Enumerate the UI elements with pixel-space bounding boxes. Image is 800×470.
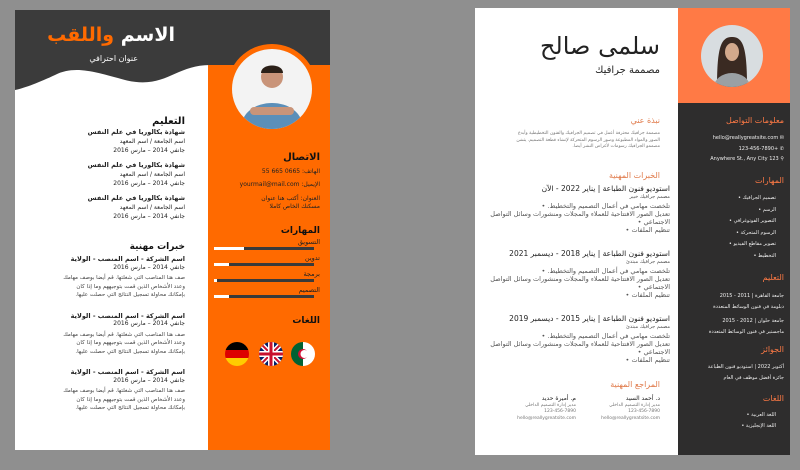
- name-second: واللقب: [47, 24, 115, 46]
- education-school: اسم الجامعة / اسم المعهد: [119, 171, 185, 178]
- profile-photo: [232, 49, 312, 129]
- reference-1: [601, 396, 660, 422]
- awards-list: [708, 362, 784, 384]
- skill-label: تدوين: [304, 254, 320, 262]
- experience-item: [475, 249, 670, 314]
- education-dates: جانفي 2014 – مارس 2016: [113, 213, 185, 220]
- algeria-flag-icon: [289, 340, 317, 368]
- skill-level-remainder: [214, 247, 244, 250]
- phone-icon: ✆: [779, 145, 784, 152]
- languages-heading: اللغات: [292, 316, 320, 326]
- reference-role: مدير إدارة التصميم الداخلي: [609, 402, 660, 408]
- about-text: [516, 131, 660, 151]
- germany-flag-icon: [223, 340, 251, 368]
- references-heading: المراجع المهنية: [610, 380, 660, 389]
- address-line: العنوان: أكتب هنا عنوان: [261, 195, 320, 202]
- languages-heading: اللغات: [762, 394, 784, 403]
- skill-item: تصميم الجرافيك •: [729, 193, 776, 205]
- contact-info: [710, 133, 784, 165]
- experience-role: مصمم جرافيك خبير: [629, 194, 670, 200]
- professional-title: مصممة جرافيك: [595, 65, 660, 76]
- education-institution: جامعة حلوان | 2012 - 2015: [722, 318, 784, 324]
- resume-template-salma[interactable]: [475, 8, 790, 455]
- experience-title: اسم الشركة - اسم المنصب - الولاية: [70, 255, 185, 263]
- experience-dates: جانفي 2014 – مارس 2016: [113, 320, 185, 327]
- experience-header: استوديو فنون الطباعة | يناير 2022 - الآن: [541, 184, 670, 193]
- experience-description: وعدد الأشخاص الذين قمت بتوجيههم وما إذا كان: [76, 283, 185, 290]
- experience-heading: الخبرات المهنية: [608, 171, 660, 180]
- experience-bullet: تنظيم الملفات •: [480, 356, 670, 364]
- experience-description: صف هنا المناصب التي شغلتها. قم أيضا بوصف مهامك: [63, 275, 185, 281]
- education-heading: التعليم: [762, 273, 784, 282]
- experience-bullet: تنظيم الملفات •: [480, 291, 670, 299]
- skill-label: برمجة: [303, 270, 320, 278]
- experience-bullet: تنظيم الملفات •: [480, 226, 670, 234]
- experience-bullet: تعديل الصور الافتتاحية للعملاء والمجلات ومنشورات وسائل التواصل الاجتماعي •: [480, 210, 670, 226]
- resume-template-orange[interactable]: [15, 10, 330, 450]
- experience-bullet: تلخصت مهامي في أعمال التصميم والتخطيط. •: [480, 267, 670, 275]
- award-name: جائزة أفضل موظف في العام: [723, 375, 784, 381]
- reference-name: د. أحمد السيد: [625, 395, 660, 402]
- experience-list: [475, 184, 670, 364]
- about-heading: نبذة عني: [630, 116, 660, 125]
- skills-heading: المهارات: [754, 176, 784, 185]
- experience-title: اسم الشركة - اسم المنصب - الولاية: [70, 368, 185, 376]
- skills-heading: المهارات: [280, 226, 320, 236]
- skill-label: التصميم: [298, 286, 320, 294]
- award-date-and-place: أكتوبر 2022 | استوديو فنون الطباعة: [707, 364, 784, 370]
- experience-bullet: تعديل الصور الافتتاحية للعملاء والمجلات ومنشورات وسائل التواصل الاجتماعي •: [480, 275, 670, 291]
- about-line: الصور والمواد المطبوعة وصور الرسوم المتحركة لإنشاء قطعة التصميم. يتشن: [516, 137, 660, 143]
- email: الإيميل: yourmail@mail.com: [239, 181, 320, 188]
- education-dates: جانفي 2014 – مارس 2016: [113, 180, 185, 187]
- experience-description: بإمكانك محاولة تسجيل النتائج التي حصلت عليها.: [75, 292, 185, 298]
- education-school: اسم الجامعة / اسم المعهد: [119, 204, 185, 211]
- skill-item: الرسم •: [729, 205, 776, 217]
- experience-bullets: [480, 202, 670, 234]
- education-degree: دبلومة في فنون الوسائط المتعددة: [713, 304, 784, 310]
- reference-phone: 123-456-7890: [544, 409, 576, 414]
- reference-email: hello@reallygreatsite.com: [517, 415, 576, 421]
- address: 123 Anywhere St., Any City: [710, 156, 779, 162]
- languages-list: [741, 410, 776, 432]
- name-heading: سلمى صالح: [539, 32, 660, 60]
- contact-row: [710, 144, 784, 155]
- address-line: مسكنك الخاص كاملا: [269, 203, 320, 210]
- contact-info: [240, 168, 320, 211]
- profile-photo: [701, 25, 763, 87]
- skill-item: التخطيط •: [729, 251, 776, 263]
- experience-description: وعدد الأشخاص الذين قمت بتوجيههم وما إذا كان: [76, 340, 185, 346]
- skill-level-remainder: [214, 279, 217, 282]
- language-item: اللغة الإنجليزية •: [741, 421, 776, 432]
- experience-dates: جانفي 2014 – مارس 2016: [113, 376, 185, 384]
- skills-list: [729, 193, 776, 262]
- name-heading: [47, 24, 175, 46]
- skill-item: الرسوم المتحركة •: [729, 228, 776, 240]
- skill-level-bar: [214, 247, 314, 250]
- education-dates: جانفي 2014 – مارس 2016: [113, 147, 185, 154]
- skill-level-bar: [214, 279, 314, 282]
- experience-item: [475, 314, 670, 364]
- contact-row: [710, 154, 784, 165]
- uk-flag-icon: [257, 340, 285, 368]
- about-line: مصممة جرافيك محترفة أعمل في تصميم الجرافيك والفنون التخطيطية وأبدع: [517, 131, 660, 136]
- phone: الهاتف: 0665 665 55: [261, 168, 320, 175]
- experience-role: مصمم جرافيك مبتدئ: [626, 259, 670, 265]
- skill-level-remainder: [214, 295, 229, 298]
- education-degree: ماجستير في فنون الوسائط المتعددة: [708, 329, 784, 335]
- reference-phone: 123-456-7890: [628, 409, 660, 414]
- education-degree: شهادة بكالوريا في علم النفس: [87, 194, 185, 202]
- experience-item: [475, 184, 670, 249]
- language-item: اللغة العربية •: [741, 410, 776, 421]
- reference-name: م. أميرة حديد: [541, 395, 576, 402]
- experience-bullet: تعديل الصور الافتتاحية للعملاء والمجلات ومنشورات وسائل التواصل الاجتماعي •: [480, 340, 670, 356]
- education-school: اسم الجامعة / اسم المعهد: [119, 138, 185, 145]
- experience-bullets: [480, 332, 670, 364]
- education-institution: جامعة القاهرة | 2011 - 2015: [719, 293, 784, 299]
- experience-title: اسم الشركة - اسم المنصب - الولاية: [70, 311, 185, 320]
- phone: +123-456-7890: [738, 145, 779, 152]
- skill-level-remainder: [214, 263, 229, 266]
- reference-email: hello@reallygreatsite.com: [601, 415, 660, 421]
- skill-item: التصوير الفوتوغرافي •: [729, 216, 776, 228]
- name-first: الاسم: [120, 24, 175, 46]
- experience-bullet: تلخصت مهامي في أعمال التصميم والتخطيط. •: [480, 202, 670, 210]
- contact-heading: الاتصال: [283, 152, 320, 163]
- experience-list: [63, 255, 185, 413]
- experience-description: بإمكانك محاولة تسجيل النتائج التي حصلت عليها.: [75, 405, 185, 411]
- experience-description: وعدد الأشخاص الذين قمت بتوجيههم وما إذا كان: [76, 396, 185, 403]
- awards-heading: الجوائز: [761, 345, 784, 354]
- skill-label: التسويق: [297, 238, 320, 246]
- email-icon: ✉: [779, 135, 784, 141]
- reference-role: مدير إدارة التصميم الداخلي: [525, 402, 576, 408]
- skill-level-bar: [214, 295, 314, 298]
- skill-item: تصوير مقاطع الفيديو •: [729, 239, 776, 251]
- contact-row: [710, 133, 784, 144]
- education-list: [709, 291, 784, 338]
- email: hello@reallygreatsite.com: [712, 135, 779, 141]
- professional-title: عنوان احترافي: [89, 54, 138, 63]
- education-list: [88, 128, 185, 221]
- experience-heading: خبرات مهنية: [129, 242, 185, 252]
- location-icon: ⚲: [780, 156, 784, 162]
- experience-description: صف هنا المناصب التي شغلتها. قم أيضا بوصف مهامك: [63, 331, 185, 338]
- experience-role: مصمم جرافيك مبتدئ: [626, 324, 670, 330]
- experience-bullet: تلخصت مهامي في أعمال التصميم والتخطيط. •: [480, 332, 670, 340]
- experience-dates: جانفي 2014 – مارس 2016: [113, 263, 185, 271]
- experience-header: استوديو فنون الطباعة | يناير 2015 - ديسمبر 2019: [509, 314, 670, 323]
- experience-header: استوديو فنون الطباعة | يناير 2018 - ديسمبر 2021: [509, 249, 670, 258]
- education-heading: التعليم: [152, 116, 185, 127]
- education-degree: شهادة بكالوريا في علم النفس: [87, 161, 185, 169]
- experience-description: بإمكانك محاولة تسجيل النتائج التي حصلت عليها.: [75, 348, 185, 355]
- education-degree: شهادة بكالوريا في علم النفس: [87, 128, 185, 136]
- experience-description: صف هنا المناصب التي شغلتها. قم أيضا بوصف مهامك: [63, 388, 185, 394]
- reference-2: [517, 396, 576, 422]
- contact-heading: معلومات التواصل: [725, 116, 784, 125]
- language-flags: [223, 340, 318, 368]
- about-line: مصممو الجرافيك رسومات لأغراض النشر أيضا.: [572, 144, 660, 149]
- skill-level-bar: [214, 263, 314, 266]
- experience-bullets: [480, 267, 670, 299]
